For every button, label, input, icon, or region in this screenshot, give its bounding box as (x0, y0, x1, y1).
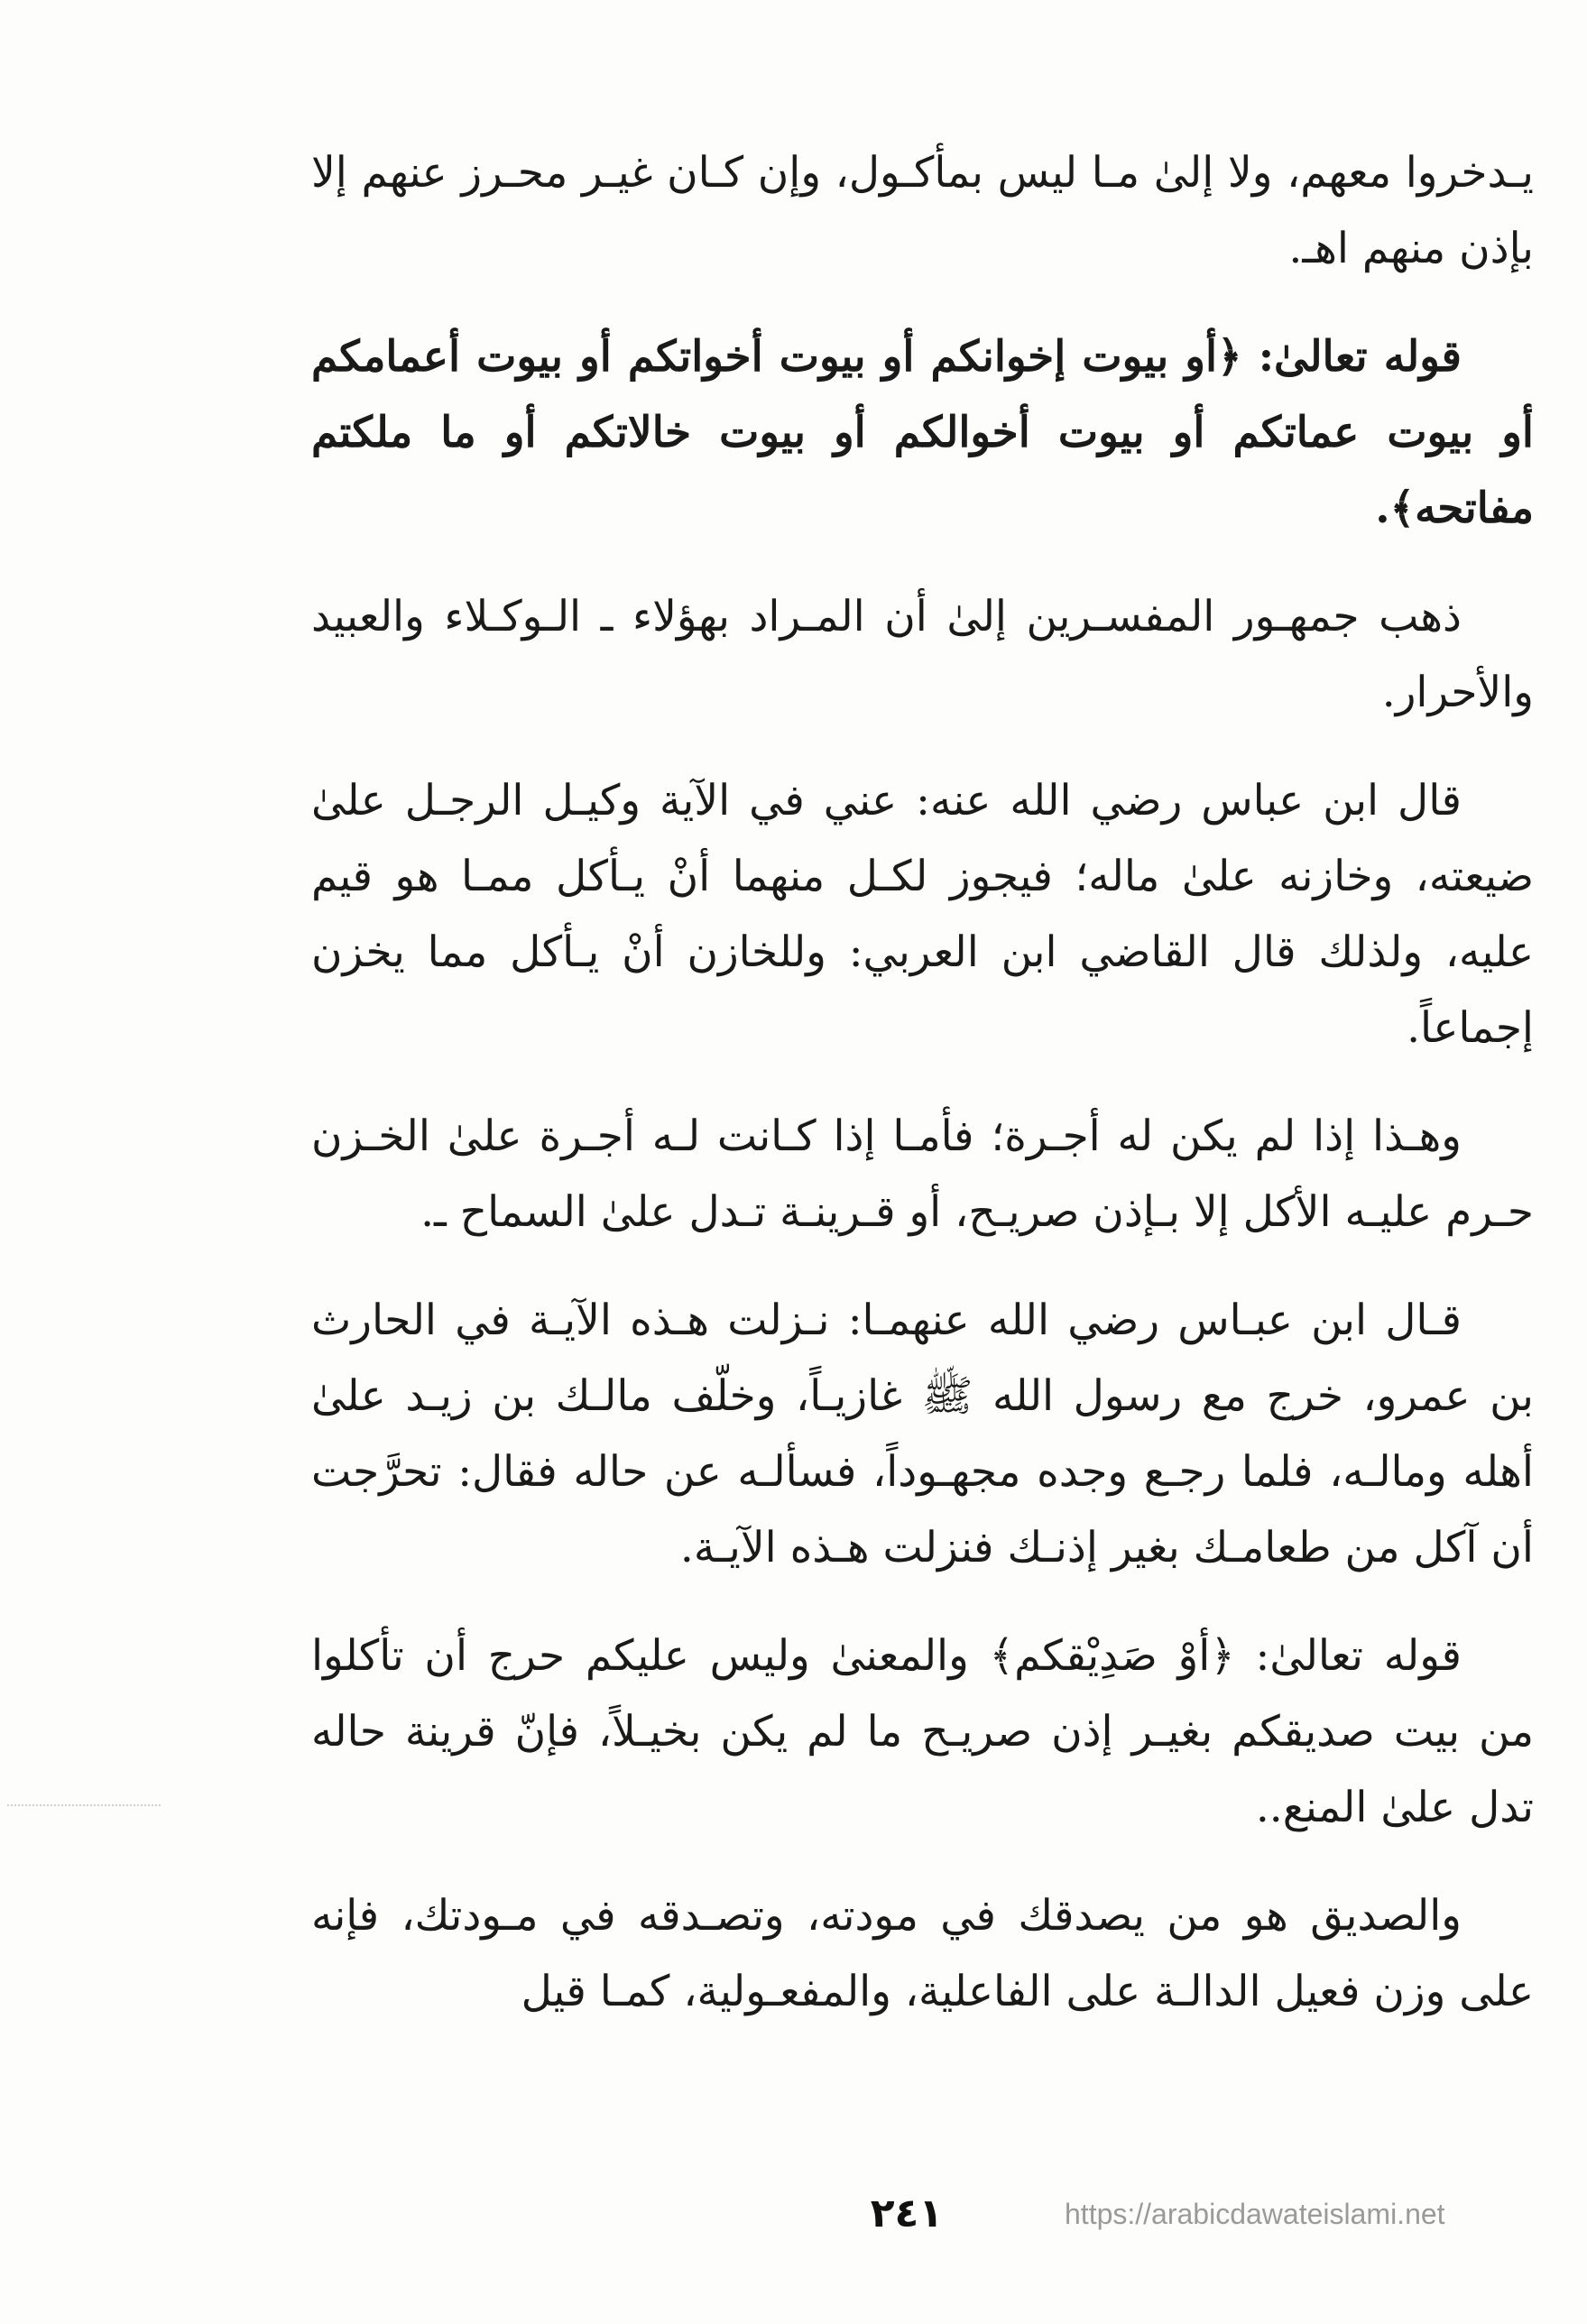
watermark-link[interactable]: https://arabicdawateislami.net (1065, 2198, 1445, 2230)
paragraph-verse-friend: قوله تعالىٰ: ﴿أوْ صَدِيْقكم﴾ والمعنىٰ وليس عليكم حرج أن تأكلوا من بيت صديقكم بغيـر إذن صريـح ما لم يكن بخيـلاً، فإنّ قرينة حاله تدل علىٰ المنع.. (311, 1631, 1534, 1832)
page-number: ٢٤١ (870, 2190, 944, 2236)
paragraph-wage-condition: وهـذا إذا لم يكن له أجـرة؛ فأمـا إذا كـانت لـه أجـرة علىٰ الخـزن حـرم عليـه الأكل إلا بـإذن صريـح، أو قـرينـة تـدل علىٰ السماح ـ. (311, 1111, 1534, 1237)
body-text (311, 135, 1534, 2062)
paragraph-ibn-abbas-agent: قال ابن عباس رضي الله عنه: عني في الآية وكيـل الرجـل علىٰ ضيعته، وخازنه علىٰ ماله؛ فيجوز لكـل منهما أنْ يـأكل ممـا هو قيم عليه، ولذلك قال القاضي ابن العربي: وللخازن أنْ يـأكل مما يخزن إجماعاً. (311, 776, 1534, 1053)
paragraph-revelation-context: قـال ابن عبـاس رضي الله عنهمـا: نـزلت هـذه الآيـة في الحارث بن عمرو، خرج مع رسول الله ﷺ غازيـاً، وخلّف مالـك بن زيـد علىٰ أهله ومالـه، فلما رجـع وجده مجهـوداً، فسألـه عن حاله فقال: تحرَّجت أن آكل من طعامـك بغير إذنـك فنزلت هـذه الآيـة. (311, 1296, 1534, 1572)
paragraph-continuation: يـدخروا معهم، ولا إلىٰ مـا ليس بمأكـول، وإن كـان غيـر محـرز عنهم إلا بإذن منهم اهـ. (311, 148, 1534, 273)
paragraph-friend-definition: والصديق هو من يصدقك في مودته، وتصـدقه في مـودتك، فإنه على وزن فعيل الدالـة على الفاعلية، والمفعـولية، كمـا قيل (311, 1891, 1534, 2016)
paragraph-verse-siblings: قوله تعالىٰ: ﴿أو بيوت إخوانكم أو بيوت أخواتكم أو بيوت أعمامكم أو بيوت عماتكم أو بيوت أخوالكم أو بيوت خالاتكم أو ما ملكتم مفاتحه﴾. (311, 332, 1534, 533)
margin-scan-mark (7, 1804, 161, 1806)
paragraph-exegetes: ذهب جمهـور المفسـرين إلىٰ أن المـراد بهؤلاء ـ الـوكـلاء والعبيد والأحرار. (311, 592, 1534, 717)
